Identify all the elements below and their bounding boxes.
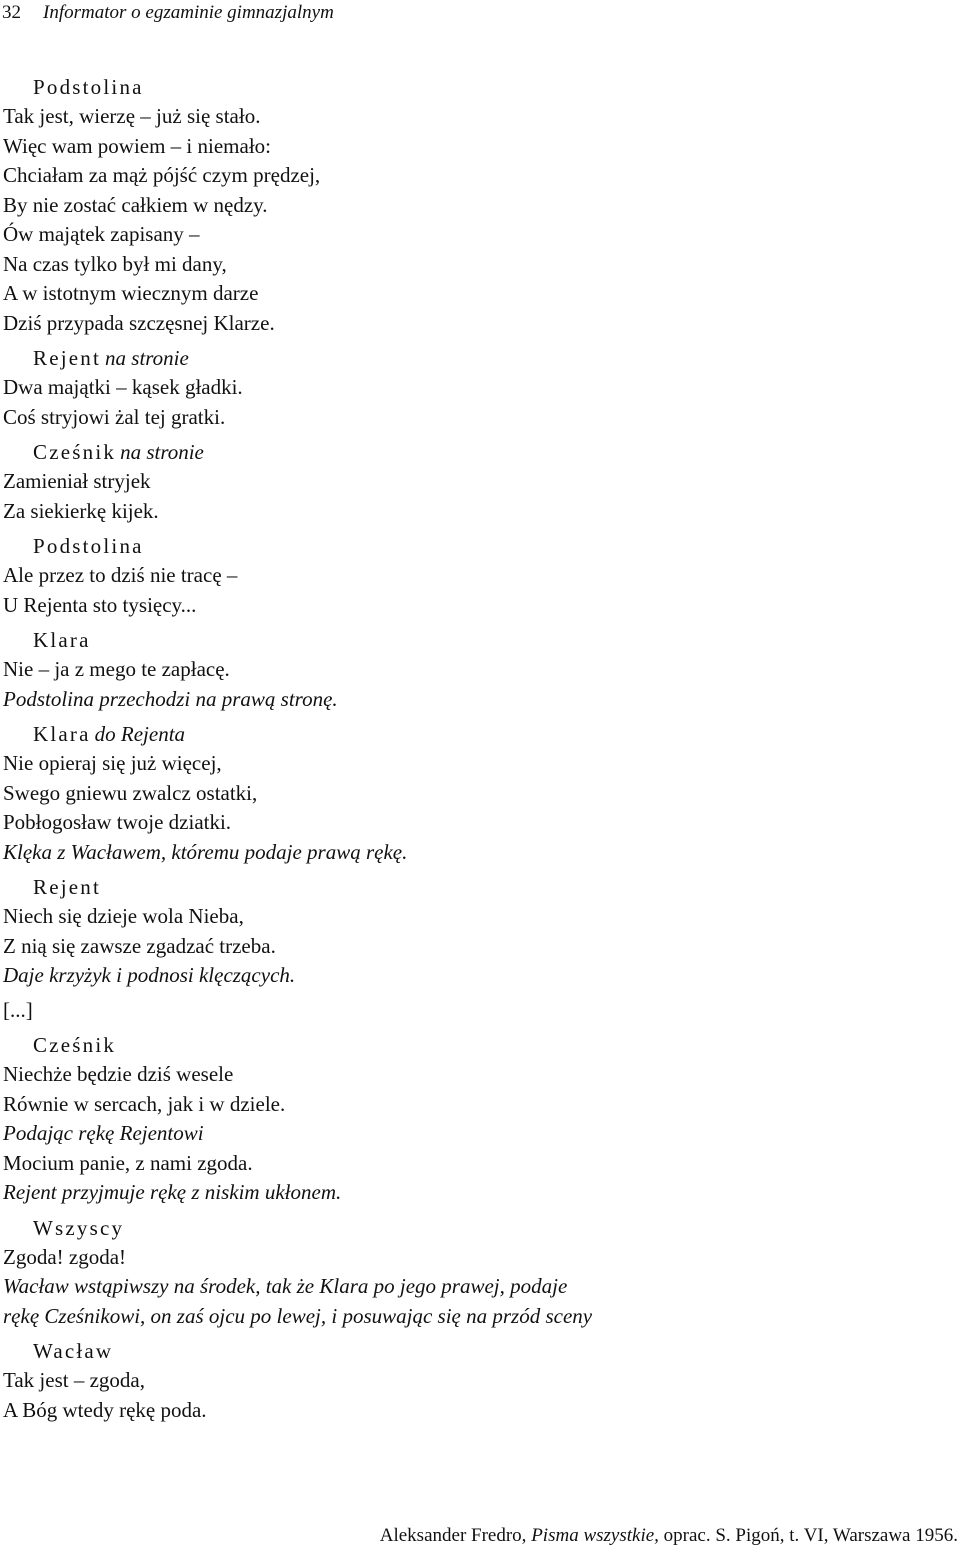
speaker-line	[33, 1336, 960, 1366]
speaker-name: Cześnik	[33, 1033, 117, 1057]
verse-line: Ale przez to dziś nie tracę –	[3, 563, 238, 587]
verse-line: Na czas tylko był mi dany,	[3, 251, 227, 276]
speaker-line	[33, 1030, 960, 1060]
verse-line: Tak jest – zgoda,	[3, 1368, 145, 1392]
verse-line: Tak jest, wierzę – już się stało.	[3, 104, 261, 128]
dialogue-block	[3, 1331, 960, 1425]
stage-direction: Daje krzyżyk i podnosi klęczących.	[3, 963, 296, 987]
verse-line: [...]	[3, 997, 33, 1022]
dialogue-block	[3, 526, 960, 620]
dialogue-block	[3, 1025, 960, 1208]
speaker-name: Rejent	[33, 346, 102, 370]
verse-line: Mocium panie, z nami zgoda.	[3, 1150, 253, 1175]
verse-line: Niechże będzie dziś wesele	[3, 1062, 234, 1086]
citation-author: Aleksander Fredro,	[379, 1525, 532, 1546]
page-number: 32	[2, 2, 21, 23]
verse-line: Pobłogosław twoje dziatki.	[3, 810, 232, 834]
stage-direction-inline: do Rejenta	[94, 722, 186, 746]
dialogue-block	[3, 867, 960, 991]
verse-line: Więc wam powiem – i niemało:	[3, 133, 271, 158]
stage-direction: Wacław wstąpiwszy na środek, tak że Klara po jego prawej, podaje	[3, 1274, 568, 1298]
verse-line: Chciałam za mąż pójść czym prędzej,	[3, 163, 321, 187]
stage-direction: Klęka z Wacławem, któremu podaje prawą rękę.	[3, 839, 408, 864]
page-header	[2, 0, 334, 26]
stage-direction-inline: na stronie	[105, 346, 189, 370]
stage-direction: Podstolina przechodzi na prawą stronę.	[3, 686, 338, 711]
source-citation	[380, 1523, 958, 1549]
stage-direction: rękę Cześnikowi, on zaś ojcu po lewej, i posuwając się na przód sceny	[3, 1303, 593, 1328]
verse-line: Zamieniał stryjek	[3, 469, 151, 493]
speaker-line	[33, 625, 960, 655]
verse-line: Ów majątek zapisany –	[3, 222, 200, 246]
verse-line: Nie – ja z mego te zapłacę.	[3, 657, 230, 681]
dialogue-block	[3, 432, 960, 526]
speaker-name: Podstolina	[33, 75, 144, 99]
header-title: Informator o egzaminie gimnazjalnym	[43, 2, 334, 23]
speaker-name: Rejent	[33, 875, 102, 899]
citation-work: Pisma wszystkie,	[531, 1525, 659, 1546]
dialogue-block	[3, 1208, 960, 1332]
verse-line: U Rejenta sto tysięcy...	[3, 592, 197, 617]
drama-excerpt	[3, 72, 960, 1425]
verse-line: Zgoda! zgoda!	[3, 1244, 127, 1269]
speaker-line	[33, 343, 960, 373]
speaker-line	[33, 719, 960, 749]
verse-line: Dwa majątki – kąsek gładki.	[3, 375, 243, 399]
stage-direction: Rejent przyjmuje rękę z niskim ukłonem.	[3, 1180, 342, 1204]
speaker-line	[33, 872, 960, 902]
speaker-line	[33, 531, 960, 561]
stage-direction: Podając rękę Rejentowi	[3, 1121, 204, 1145]
verse-line: A w istotnym wiecznym darze	[3, 281, 259, 305]
verse-line: Z nią się zawsze zgadzać trzeba.	[3, 933, 276, 958]
speaker-line	[33, 1213, 960, 1243]
verse-line: A Bóg wtedy rękę poda.	[3, 1397, 207, 1422]
speaker-name: Wszyscy	[33, 1215, 125, 1240]
verse-line: Niech się dzieje wola Nieba,	[3, 904, 244, 928]
verse-line: Swego gniewu zwalcz ostatki,	[3, 780, 258, 805]
verse-line: Coś stryjowi żal tej gratki.	[3, 404, 226, 429]
dialogue-block	[3, 72, 960, 338]
speaker-name: Cześnik	[33, 440, 117, 464]
speaker-name: Wacław	[33, 1339, 114, 1363]
verse-line: Za siekierkę kijek.	[3, 498, 159, 523]
speaker-line	[33, 72, 960, 102]
speaker-name: Klara	[33, 628, 91, 652]
dialogue-block	[3, 991, 960, 1026]
dialogue-block	[3, 714, 960, 867]
speaker-name: Klara	[33, 722, 91, 746]
stage-direction-inline: na stronie	[120, 440, 204, 464]
verse-line: Dziś przypada szczęsnej Klarze.	[3, 310, 275, 335]
speaker-name: Podstolina	[33, 534, 144, 558]
speaker-line	[33, 437, 960, 467]
verse-line: Równie w sercach, jak i w dziele.	[3, 1091, 286, 1116]
verse-line: Nie opieraj się już więcej,	[3, 751, 222, 775]
dialogue-block	[3, 620, 960, 714]
dialogue-block	[3, 338, 960, 432]
citation-details: oprac. S. Pigoń, t. VI, Warszawa 1956.	[658, 1525, 958, 1546]
verse-line: By nie zostać całkiem w nędzy.	[3, 192, 268, 217]
